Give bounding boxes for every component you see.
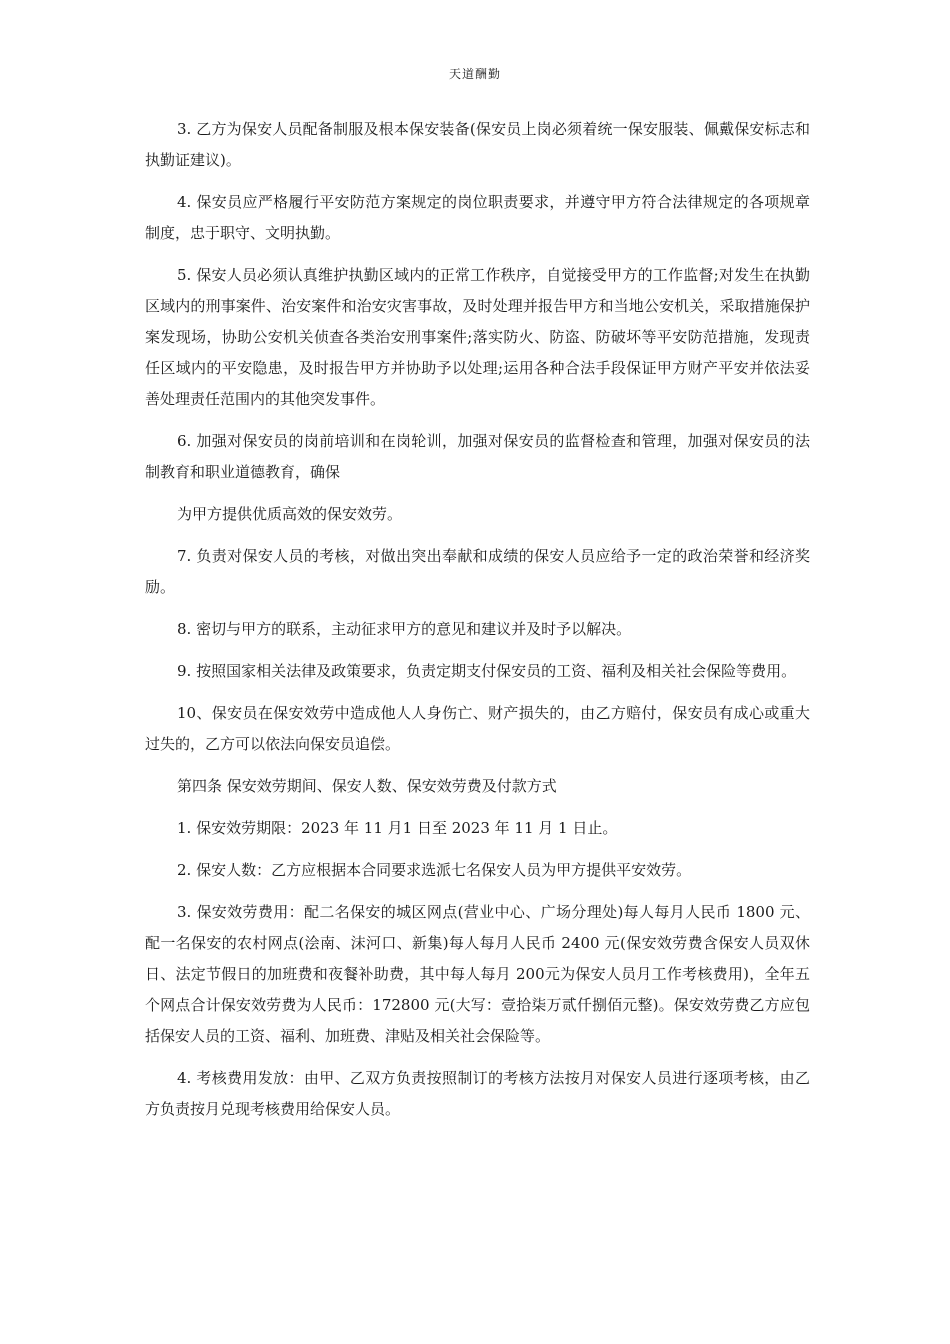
clause-9-wages: 9. 按照国家相关法律及政策要求，负责定期支付保安员的工资、福利及相关社会保险等费用。 — [177, 662, 797, 680]
page-header: 天道酬勤 — [448, 67, 501, 81]
clause-7-assessment: 7. 负责对保安人员的考核，对做出突出奉献和成绩的保安人员应给予一定的政治荣誉和经济奖励。 — [145, 547, 810, 596]
clause-5-order: 5. 保安人员必须认真维护执勤区域内的正常工作秩序，自觉接受甲方的工作监督;对发生在执勤区域内的刑事案件、治安案件和治安灾害事故，及时处理并报告甲方和当地公安机关，采取措施保护案发现场，协助公安机关侦查各类治安刑事案件;落实防火、防盗、防破坏等平安防范措施，发现责任区域内的平安隐患，及时报告甲方并协助予以处理;运用各种合法手段保证甲方财产平安并依法妥善处理责任范围内的其他突发事件。 — [145, 266, 810, 408]
clause-3-uniforms: 3. 乙方为保安人员配备制服及根本保安装备(保安员上岗必须着统一保安服装、佩戴保安标志和执勤证建议)。 — [145, 120, 810, 169]
article-4-fees: 3. 保安效劳费用：配二名保安的城区网点(营业中心、广场分理处)每人每月人民币 1800 元、配一名保安的农村网点(浍南、沫河口、新集)每人每月人民币 2400 元(保安效劳费含保安人员双休日、法定节假日的加班费和夜餐补助费，其中每人每月 200元为保安人员月工作考核费用)，全年五个网点合计保安效劳费为人民币：172800 元(大写：壹拾柒万贰仟捌佰元整)。保安效劳费乙方应包括保安人员的工资、福利、加班费、津贴及相关社会保险等。 — [145, 903, 810, 1045]
article-4-assessment-payment: 4. 考核费用发放：由甲、乙双方负责按照制订的考核方法按月对保安人员进行逐项考核，由乙方负责按月兑现考核费用给保安人员。 — [145, 1069, 810, 1118]
article-4-headcount: 2. 保安人数：乙方应根据本合同要求选派七名保安人员为甲方提供平安效劳。 — [177, 861, 692, 879]
clause-10-compensation: 10、保安员在保安效劳中造成他人人身伤亡、财产损失的，由乙方赔付，保安员有成心或重大过失的，乙方可以依法向保安员追偿。 — [145, 704, 810, 753]
clause-6-continuation: 为甲方提供优质高效的保安效劳。 — [177, 505, 403, 523]
article-4-heading: 第四条 保安效劳期间、保安人数、保安效劳费及付款方式 — [177, 777, 557, 795]
article-4-term: 1. 保安效劳期限：2023 年 11 月1 日至 2023 年 11 月 1 日止。 — [177, 819, 618, 837]
clause-4-duties: 4. 保安员应严格履行平安防范方案规定的岗位职责要求，并遵守甲方符合法律规定的各项规章制度，忠于职守、文明执勤。 — [145, 193, 810, 242]
clause-8-contact: 8. 密切与甲方的联系，主动征求甲方的意见和建议并及时予以解决。 — [177, 620, 632, 638]
clause-6-training: 6. 加强对保安员的岗前培训和在岗轮训，加强对保安员的监督检查和管理，加强对保安员的法制教育和职业道德教育，确保 — [145, 432, 810, 481]
document-body — [145, 114, 810, 1136]
